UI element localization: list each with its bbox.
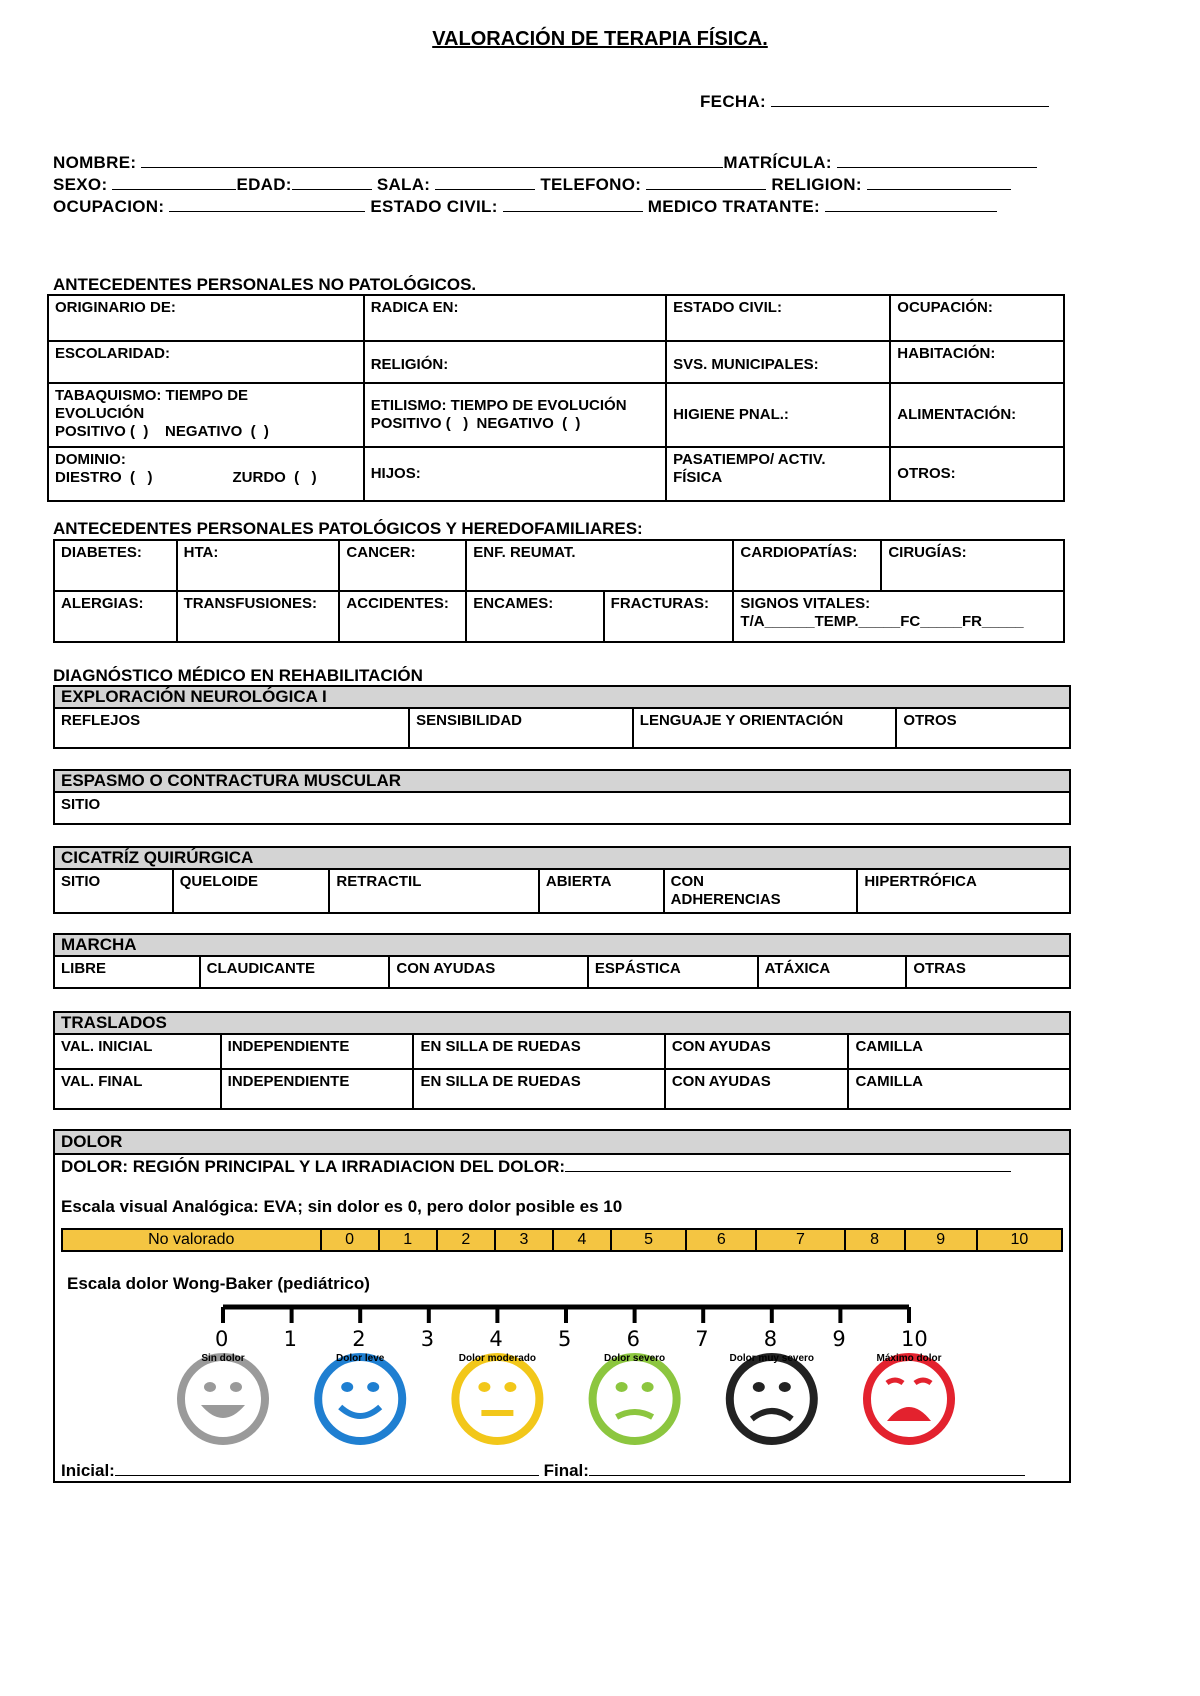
marcha-header: MARCHA	[54, 934, 1070, 956]
final-label: Final:	[543, 1461, 589, 1480]
estado-civil-field[interactable]	[503, 197, 643, 212]
dominio-cell[interactable]	[48, 447, 364, 501]
dolor-section	[53, 1129, 1071, 1483]
eva-cell-2[interactable]: 2	[437, 1229, 495, 1251]
wong-baker-label-5: Máximo dolor	[876, 1353, 942, 1364]
signos-fields: T/A______TEMP._____FC_____FR_____	[740, 613, 1024, 630]
dominio-label: DOMINIO:	[55, 451, 126, 468]
val-inicial-cell: VAL. INICIAL	[54, 1034, 221, 1069]
traslados-header: TRASLADOS	[54, 1012, 1070, 1034]
nombre-label: NOMBRE:	[53, 153, 137, 172]
eva-title: Escala visual Analógica: EVA; sin dolor es 0, pero dolor posible es 10	[61, 1197, 623, 1216]
neuro-table	[53, 685, 1071, 749]
diabetes-cell[interactable]: DIABETES:	[54, 540, 177, 591]
tabaquismo-line-1: TABAQUISMO: TIEMPO DE	[55, 387, 249, 404]
no-patologicos-title: ANTECEDENTES PERSONALES NO PATOLÓGICOS.	[53, 275, 477, 294]
eva-cell-3[interactable]: 3	[495, 1229, 553, 1251]
neuro-otros-cell[interactable]: OTROS	[896, 708, 1070, 748]
espastica-cell[interactable]: ESPÁSTICA	[588, 956, 758, 988]
wong-baker-label-3: Dolor severo	[604, 1353, 666, 1364]
cicatriz-header: CICATRÍZ QUIRÚRGICA	[54, 847, 1070, 869]
medico-field[interactable]	[825, 197, 997, 212]
zurdo-option[interactable]: ZURDO ( )	[232, 469, 317, 486]
wong-baker-number-6: 6	[626, 1327, 640, 1351]
transfusiones-cell[interactable]: TRANSFUSIONES:	[177, 591, 340, 642]
espasmo-header: ESPASMO O CONTRACTURA MUSCULAR	[54, 770, 1070, 792]
inicial-final-row	[61, 1461, 1025, 1481]
telefono-label: TELEFONO:	[540, 175, 642, 194]
wong-baker-number-1: 1	[283, 1327, 297, 1351]
patologicos-title: ANTECEDENTES PERSONALES PATOLÓGICOS Y HEREDOFAMILIARES:	[53, 519, 643, 538]
pasatiempo-cell[interactable]	[666, 447, 890, 501]
edad-field[interactable]	[292, 175, 372, 190]
religion-label: RELIGION:	[771, 175, 862, 194]
wong-baker-label-0: Sin dolor	[201, 1353, 245, 1364]
dolor-region-label: DOLOR: REGIÓN PRINCIPAL Y LA IRRADIACION DEL DOLOR:	[61, 1157, 566, 1176]
cirugias-cell[interactable]: CIRUGÍAS:	[881, 540, 1064, 591]
reflejos-cell[interactable]: REFLEJOS	[54, 708, 409, 748]
signos-label: SIGNOS VITALES:	[740, 595, 871, 612]
nombre-field[interactable]	[141, 153, 723, 168]
wong-baker-number-9: 9	[832, 1327, 846, 1351]
pasatiempo-line-1: PASATIEMPO/ ACTIV.	[673, 451, 826, 468]
wong-baker-number-5: 5	[558, 1327, 572, 1351]
wong-baker-face-2-icon	[455, 1357, 539, 1441]
marcha-con-ayudas-cell[interactable]: CON AYUDAS	[389, 956, 588, 988]
signos-vitales-cell[interactable]	[733, 591, 1064, 642]
inicial-camilla-cell[interactable]: CAMILLA	[848, 1034, 1070, 1069]
final-field[interactable]	[589, 1461, 1025, 1476]
eva-cell-9[interactable]: 9	[905, 1229, 977, 1251]
estado-civil-cell[interactable]: ESTADO CIVIL:	[666, 295, 890, 341]
final-camilla-cell[interactable]: CAMILLA	[848, 1069, 1070, 1109]
ocupacion-cell[interactable]: OCUPACIÓN:	[890, 295, 1064, 341]
claudicante-cell[interactable]: CLAUDICANTE	[200, 956, 390, 988]
alergias-cell[interactable]: ALERGIAS:	[54, 591, 177, 642]
eva-cell-7[interactable]: 7	[756, 1229, 844, 1251]
encames-cell[interactable]: ENCAMES:	[466, 591, 603, 642]
fecha-label: FECHA:	[700, 92, 767, 111]
wong-baker-number-0: 0	[215, 1327, 229, 1351]
otras-cell[interactable]: OTRAS	[906, 956, 1070, 988]
fecha-field[interactable]	[771, 92, 1049, 107]
edad-label: EDAD:	[236, 175, 292, 194]
higiene-cell[interactable]: HIGIENE PNAL.:	[666, 383, 890, 447]
fecha-row	[700, 92, 1049, 112]
eva-cell-6[interactable]: 6	[686, 1229, 756, 1251]
retractil-cell[interactable]: RETRACTIL	[329, 869, 538, 913]
wong-baker-number-4: 4	[489, 1327, 503, 1351]
libre-cell[interactable]: LIBRE	[54, 956, 200, 988]
wong-baker-scale	[55, 1131, 1069, 1481]
traslados-table	[53, 1011, 1071, 1110]
accidentes-cell[interactable]: ACCIDENTES:	[339, 591, 466, 642]
wong-baker-number-8: 8	[763, 1327, 778, 1351]
religion-cell[interactable]: RELIGIÓN:	[364, 341, 666, 383]
radica-cell[interactable]: RADICA EN:	[364, 295, 666, 341]
etilismo-cell[interactable]	[364, 383, 666, 447]
sala-label: SALA:	[376, 175, 431, 194]
escolaridad-cell[interactable]: ESCOLARIDAD:	[48, 341, 364, 383]
final-con-ayudas-cell[interactable]: CON AYUDAS	[665, 1069, 849, 1109]
eva-cell-10[interactable]: 10	[977, 1229, 1062, 1251]
final-independiente-cell[interactable]: INDEPENDIENTE	[221, 1069, 414, 1109]
wong-baker-face-3-icon	[593, 1357, 677, 1441]
etilismo-line-1: ETILISMO: TIEMPO DE EVOLUCIÓN	[370, 397, 627, 414]
cancer-cell[interactable]: CANCER:	[339, 540, 466, 591]
enf-reumat-cell[interactable]: ENF. REUMAT.	[466, 540, 733, 591]
inicial-silla-cell[interactable]: EN SILLA DE RUEDAS	[413, 1034, 664, 1069]
val-final-cell: VAL. FINAL	[54, 1069, 221, 1109]
wong-baker-face-0-icon	[181, 1357, 265, 1441]
estado-civil-label: ESTADO CIVIL:	[370, 197, 498, 216]
header-row-3	[53, 197, 997, 217]
sexo-label: SEXO:	[53, 175, 108, 194]
neuro-header: EXPLORACIÓN NEUROLÓGICA I	[54, 686, 1070, 708]
alimentacion-cell[interactable]: ALIMENTACIÓN:	[890, 383, 1064, 447]
sensibilidad-cell[interactable]: SENSIBILIDAD	[409, 708, 633, 748]
patologicos-table	[53, 539, 1065, 643]
wong-baker-number-10: 10	[901, 1327, 928, 1351]
adherencias-cell[interactable]	[664, 869, 858, 913]
ocupacion-field[interactable]	[169, 197, 365, 212]
dolor-header: DOLOR	[55, 1131, 1069, 1155]
espasmo-table	[53, 769, 1071, 825]
adherencias-line-1: CON	[670, 873, 704, 890]
inicial-label: Inicial:	[61, 1461, 115, 1480]
sexo-field[interactable]	[112, 175, 236, 190]
hijos-cell[interactable]: HIJOS:	[364, 447, 666, 501]
religion-field[interactable]	[867, 175, 1011, 190]
eva-cell-4[interactable]: 4	[553, 1229, 611, 1251]
no-patologicos-table	[47, 294, 1065, 502]
eva-cell-0[interactable]: 0	[321, 1229, 379, 1251]
hta-cell[interactable]: HTA:	[177, 540, 340, 591]
eva-cell-8[interactable]: 8	[845, 1229, 905, 1251]
abierta-cell[interactable]: ABIERTA	[539, 869, 664, 913]
inicial-con-ayudas-cell[interactable]: CON AYUDAS	[665, 1034, 849, 1069]
wong-baker-face-4-icon	[730, 1357, 814, 1441]
queloide-cell[interactable]: QUELOIDE	[173, 869, 330, 913]
eva-cell-1[interactable]: 1	[379, 1229, 437, 1251]
eva-cell-5[interactable]: 5	[611, 1229, 686, 1251]
ataxica-cell[interactable]: ATÁXICA	[758, 956, 907, 988]
pasatiempo-line-2: FÍSICA	[673, 469, 723, 486]
etilismo-line-2: POSITIVO ( ) NEGATIVO ( )	[370, 415, 581, 432]
final-silla-cell[interactable]: EN SILLA DE RUEDAS	[413, 1069, 664, 1109]
matricula-field[interactable]	[837, 153, 1037, 168]
sala-field[interactable]	[435, 175, 535, 190]
wong-baker-label-4: Dolor muy severo	[729, 1353, 815, 1364]
originario-cell[interactable]: ORIGINARIO DE:	[48, 295, 364, 341]
adherencias-line-2: ADHERENCIAS	[670, 891, 781, 908]
cicatriz-table	[53, 846, 1071, 914]
wong-baker-ruler	[223, 1307, 909, 1323]
cardiopatias-cell[interactable]: CARDIOPATÍAS:	[733, 540, 881, 591]
wong-baker-face-1-icon	[318, 1357, 402, 1441]
marcha-table	[53, 933, 1071, 989]
telefono-field[interactable]	[646, 175, 766, 190]
medico-label: MEDICO TRATANTE:	[647, 197, 820, 216]
page-title: VALORACIÓN DE TERAPIA FÍSICA.	[432, 28, 768, 50]
header-row-2	[53, 175, 1011, 195]
header-row-1	[53, 153, 1037, 173]
habitacion-cell[interactable]: HABITACIÓN:	[890, 341, 1064, 383]
diestro-option[interactable]: DIESTRO ( )	[55, 469, 153, 486]
espasmo-sitio-cell[interactable]: SITIO	[54, 792, 1070, 824]
wong-baker-faces	[181, 1357, 951, 1441]
wong-baker-label-1: Dolor leve	[336, 1353, 385, 1364]
wong-baker-title: Escala dolor Wong-Baker (pediátrico)	[67, 1274, 370, 1293]
hipertrofica-cell[interactable]: HIPERTRÓFICA	[857, 869, 1070, 913]
matricula-label: MATRÍCULA:	[723, 153, 832, 172]
wong-baker-number-3: 3	[420, 1327, 435, 1351]
inicial-independiente-cell[interactable]: INDEPENDIENTE	[221, 1034, 414, 1069]
lenguaje-cell[interactable]: LENGUAJE Y ORIENTACIÓN	[633, 708, 897, 748]
wong-baker-label-2: Dolor moderado	[458, 1353, 536, 1364]
otros-cell[interactable]: OTROS:	[890, 447, 1064, 501]
tabaquismo-line-2: EVOLUCIÓN	[55, 405, 145, 422]
cicatriz-sitio-cell[interactable]: SITIO	[54, 869, 173, 913]
diagnostico-title: DIAGNÓSTICO MÉDICO EN REHABILITACIÓN	[53, 666, 423, 685]
inicial-field[interactable]	[115, 1461, 539, 1476]
ocupacion-label: OCUPACION:	[53, 197, 165, 216]
wong-baker-number-2: 2	[352, 1327, 366, 1351]
svs-cell[interactable]: SVS. MUNICIPALES:	[666, 341, 890, 383]
tabaquismo-line-3: POSITIVO ( ) NEGATIVO ( )	[55, 423, 269, 440]
fracturas-cell[interactable]: FRACTURAS:	[604, 591, 734, 642]
wong-baker-number-7: 7	[695, 1327, 709, 1351]
tabaquismo-cell[interactable]	[48, 383, 364, 447]
wong-baker-face-5-icon	[867, 1357, 951, 1441]
eva-cell-no-valorado[interactable]: No valorado	[62, 1229, 321, 1251]
